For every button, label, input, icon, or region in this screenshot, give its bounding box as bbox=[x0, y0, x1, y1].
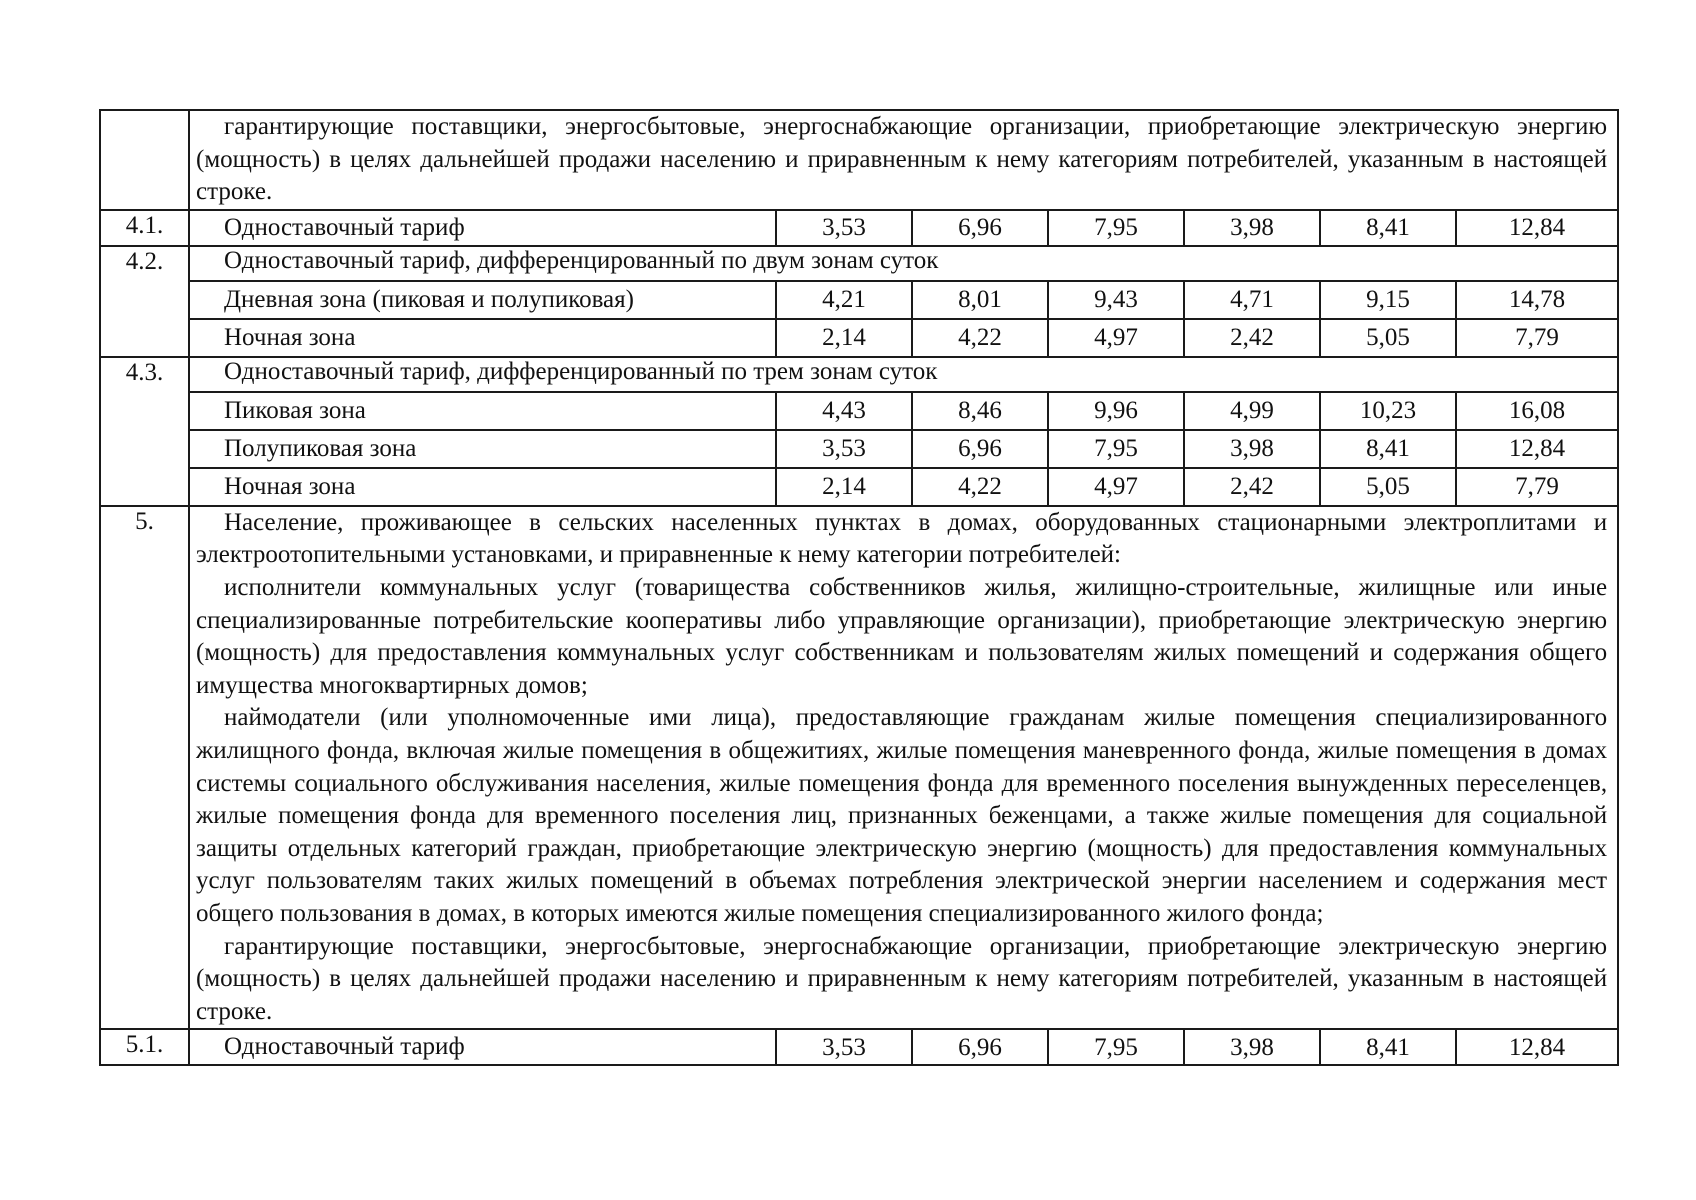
value-cell: 9,96 bbox=[1048, 392, 1184, 430]
value-cell: 7,79 bbox=[1456, 319, 1618, 357]
value-cell: 6,96 bbox=[912, 430, 1048, 468]
value-cell: 5,05 bbox=[1320, 468, 1456, 506]
value-cell: 8,46 bbox=[912, 392, 1048, 430]
value-cell: 16,08 bbox=[1456, 392, 1618, 430]
row-number: 4.3. bbox=[100, 357, 189, 506]
table-row bbox=[100, 246, 1618, 281]
value-cell: 14,78 bbox=[1456, 281, 1618, 319]
row-title: Одноставочный тариф, дифференцированный по двум зонам суток bbox=[189, 246, 1618, 281]
table-row bbox=[100, 506, 1618, 1030]
value-cell: 2,42 bbox=[1184, 468, 1320, 506]
value-cell: 7,95 bbox=[1048, 210, 1184, 246]
value-cell: 9,43 bbox=[1048, 281, 1184, 319]
value-cell: 8,01 bbox=[912, 281, 1048, 319]
tariff-table-page bbox=[99, 109, 1617, 1066]
table-row bbox=[100, 468, 1618, 506]
description-paragraph: исполнители коммунальных услуг (товарищества собственников жилья, жилищно-строительные, жилищные или иные специализированные потребительские кооперативы либо управляющие организации), приобретающие электрическую энергию (мощность) для предоставления коммунальных услуг собственникам и пользователям жилых помещений и содержания общего имущества многоквартирных домов; bbox=[196, 573, 1608, 699]
value-cell: 2,14 bbox=[776, 468, 912, 506]
value-cell: 4,71 bbox=[1184, 281, 1320, 319]
value-cell: 7,95 bbox=[1048, 430, 1184, 468]
tariff-table bbox=[99, 109, 1619, 1066]
value-cell: 3,98 bbox=[1184, 210, 1320, 246]
row-label: Дневная зона (пиковая и полупиковая) bbox=[189, 281, 776, 319]
table-row bbox=[100, 319, 1618, 357]
value-cell: 10,23 bbox=[1320, 392, 1456, 430]
description-paragraph: наймодатели (или уполномоченные ими лица), предоставляющие гражданам жилые помещения специализированного жилищного фонда, включая жилые помещения в общежитиях, жилые помещения маневренного фонда, жилые помещения в домах системы социального обслуживания населения, жилые помещения фонда для временного поселения вынужденных переселенцев, жилые помещения фонда для временного поселения лиц, признанных беженцами, а также жилые помещения для социальной защиты отдельных категорий граждан, приобретающие электрическую энергию (мощность) для предоставления коммунальных услуг пользователям таких жилых помещений в объемах потребления электрической энергии населением и содержания мест общего пользования в домах, в которых имеются жилые помещения специализированного жилого фонда; bbox=[196, 704, 1608, 927]
value-cell: 12,84 bbox=[1456, 1029, 1618, 1065]
value-cell: 6,96 bbox=[912, 210, 1048, 246]
intro-paragraph: гарантирующие поставщики, энергосбытовые, энергоснабжающие организации, приобретающие электрическую энергию (мощность) в целях дальнейшей продажи населению и приравненным к нему категориям потребителей, указанным в настоящей строке. bbox=[196, 113, 1608, 206]
value-cell: 7,95 bbox=[1048, 1029, 1184, 1065]
value-cell: 4,21 bbox=[776, 281, 912, 319]
table-row bbox=[100, 392, 1618, 430]
value-cell: 4,22 bbox=[912, 319, 1048, 357]
value-cell: 9,15 bbox=[1320, 281, 1456, 319]
row-number-cell bbox=[100, 110, 189, 210]
value-cell: 2,42 bbox=[1184, 319, 1320, 357]
value-cell: 3,98 bbox=[1184, 1029, 1320, 1065]
table-row bbox=[100, 1029, 1618, 1065]
description-cell bbox=[189, 506, 1618, 1030]
row-title: Одноставочный тариф, дифференцированный по трем зонам суток bbox=[189, 357, 1618, 392]
row-number: 5. bbox=[100, 506, 189, 1030]
row-label: Одноставочный тариф bbox=[189, 210, 776, 246]
value-cell: 4,97 bbox=[1048, 468, 1184, 506]
value-cell: 3,53 bbox=[776, 210, 912, 246]
value-cell: 8,41 bbox=[1320, 210, 1456, 246]
row-label: Одноставочный тариф bbox=[189, 1029, 776, 1065]
value-cell: 4,99 bbox=[1184, 392, 1320, 430]
row-label: Ночная зона bbox=[189, 468, 776, 506]
row-number: 5.1. bbox=[100, 1029, 189, 1065]
value-cell: 6,96 bbox=[912, 1029, 1048, 1065]
value-cell: 3,98 bbox=[1184, 430, 1320, 468]
description-paragraph: гарантирующие поставщики, энергосбытовые, энергоснабжающие организации, приобретающие электрическую энергию (мощность) в целях дальнейшей продажи населению и приравненным к нему категориям потребителей, указанным в настоящей строке. bbox=[196, 932, 1608, 1025]
description-paragraph: Население, проживающее в сельских населенных пунктах в домах, оборудованных стационарными электроплитами и электроотопительными установками, и приравненные к нему категории потребителей: bbox=[196, 508, 1608, 569]
value-cell: 4,43 bbox=[776, 392, 912, 430]
row-label: Пиковая зона bbox=[189, 392, 776, 430]
value-cell: 12,84 bbox=[1456, 210, 1618, 246]
value-cell: 5,05 bbox=[1320, 319, 1456, 357]
row-label: Полупиковая зона bbox=[189, 430, 776, 468]
value-cell: 8,41 bbox=[1320, 430, 1456, 468]
value-cell: 3,53 bbox=[776, 1029, 912, 1065]
table-row bbox=[100, 281, 1618, 319]
value-cell: 4,97 bbox=[1048, 319, 1184, 357]
table-row bbox=[100, 357, 1618, 392]
value-cell: 8,41 bbox=[1320, 1029, 1456, 1065]
table-row bbox=[100, 430, 1618, 468]
table-row bbox=[100, 110, 1618, 210]
row-number: 4.1. bbox=[100, 210, 189, 246]
table-row bbox=[100, 210, 1618, 246]
value-cell: 3,53 bbox=[776, 430, 912, 468]
row-number: 4.2. bbox=[100, 246, 189, 357]
value-cell: 12,84 bbox=[1456, 430, 1618, 468]
value-cell: 2,14 bbox=[776, 319, 912, 357]
value-cell: 4,22 bbox=[912, 468, 1048, 506]
value-cell: 7,79 bbox=[1456, 468, 1618, 506]
description-cell bbox=[189, 110, 1618, 210]
row-label: Ночная зона bbox=[189, 319, 776, 357]
